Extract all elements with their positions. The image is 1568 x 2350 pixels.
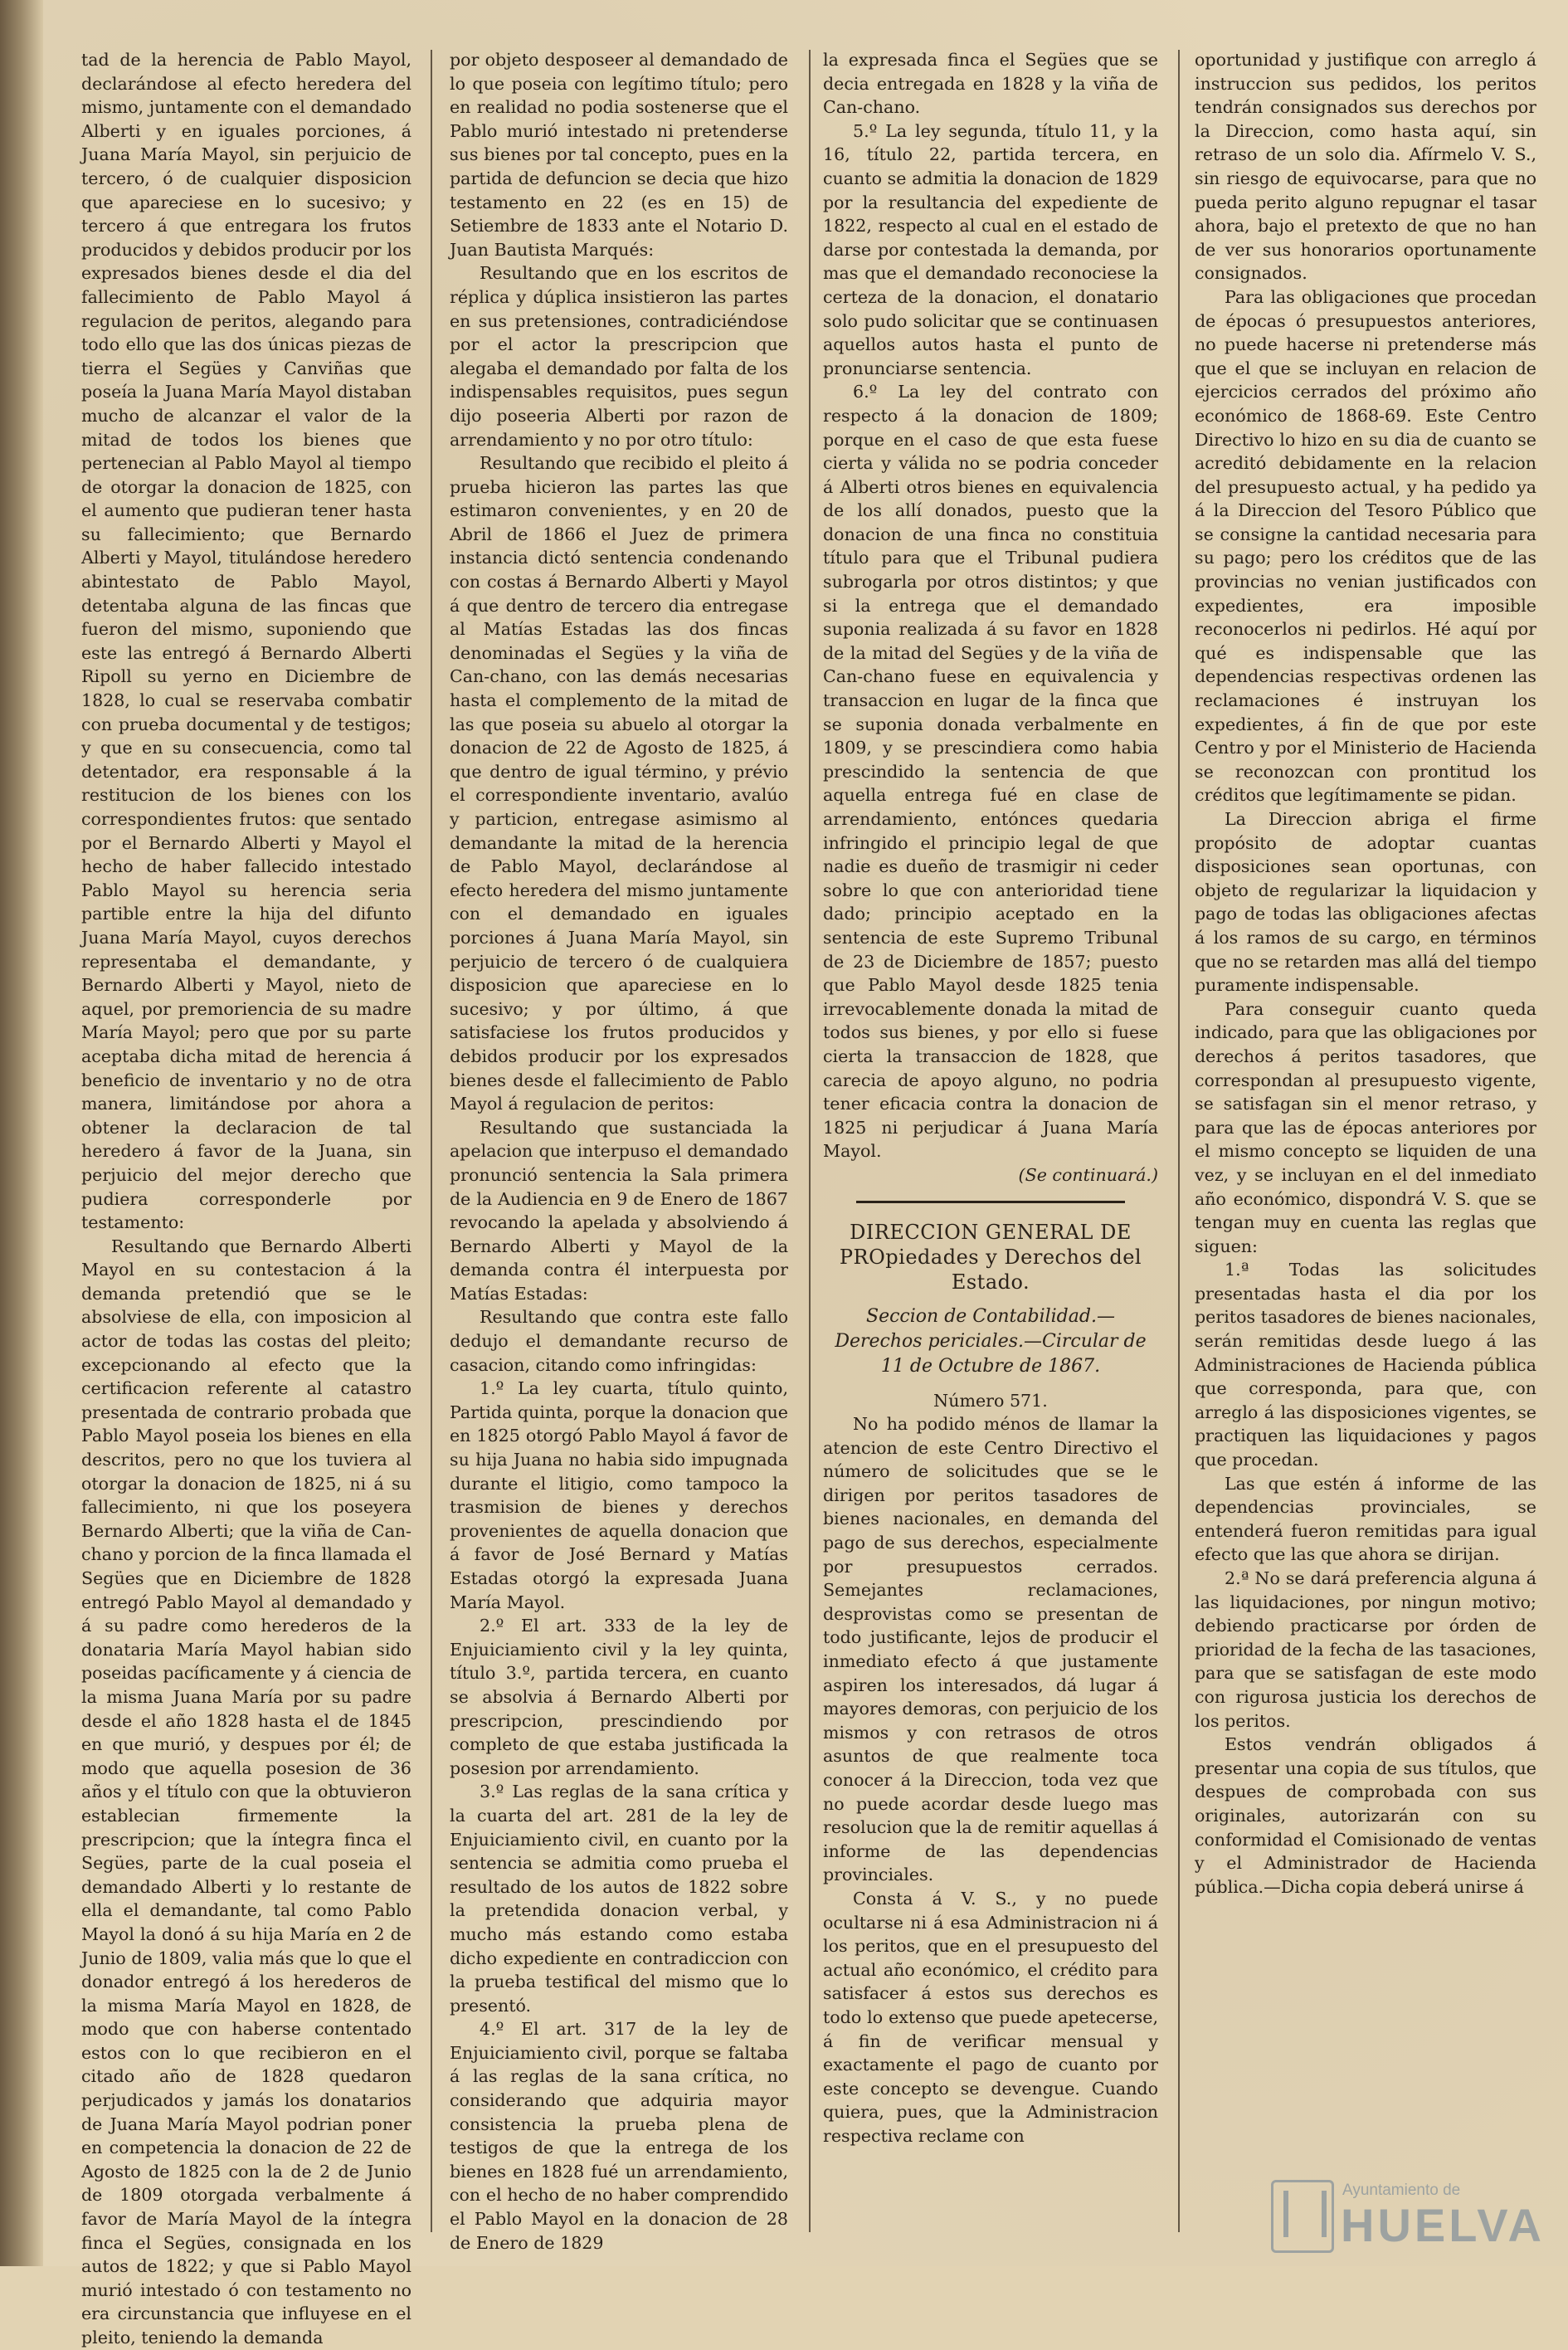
city-shield-icon	[1271, 2180, 1334, 2253]
paragraph: oportunidad y justifique con arreglo á instruccion sus pedidos, los peritos tendrán consignados sus derechos por la Direccion, como hasta aquí, sin retraso de un solo dia. Afírmelo V. S., sin riesgo de equivocarse, para que no pueda perito alguno repugnar el tasar ahora, bajo el pretexto de que no han de ver sus honorarios oportunamente consignados.	[1195, 50, 1536, 284]
section-subheading: Seccion de Contabilidad.—Derechos periciales.—Circular de 11 de Octubre de 1867.	[835, 1305, 1147, 1377]
watermark-line-1: Ayuntamiento de	[1342, 2182, 1461, 2199]
paragraph: Resultando que recibido el pleito á prueba hicieron las partes las que estimaron convenientes, y en 20 de Abril de 1866 el Juez de primera instancia dictó sentencia condenando con costas á Bernardo Alberti y Mayol á que dentro de tercero dia entregase al Matías Estadas las dos fincas denominadas el Segües y la viña de Can-chano, con las demás necesarias hasta el complemento de la mitad de las que poseia su abuelo al otorgar la donacion de 22 de Agosto de 1825, á que dentro de igual término, y prévio el correspondiente inventario, avalúo y particion, entregase asimismo al demandante la mitad de la herencia de Pablo Mayol, declarándose al efecto heredera del mismo juntamente con el demandado en iguales porciones á Juana María Mayol, sin perjuicio de tercero ó de cualquiera disposicion que apareciese en lo sucesivo; y por último, á que satisfaciese los frutos producidos y debidos producir por los expresados bienes desde el fallecimiento de Pablo Mayol á regulacion de peritos:	[450, 453, 788, 1114]
paragraph: Resultando que en los escritos de réplica y dúplica insistieron las partes en sus pretensiones, contradiciéndose por el actor la prescripcion que alegaba el demandado por falta de los indispensables requisitos, pues segun dijo poseeria Alberti por razon de arrendamiento y no por otro título:	[450, 263, 788, 450]
paragraph: Consta á V. S., y no puede ocultarse ni á esa Administracion ni á los peritos, que en el presupuesto del actual año económico, el crédito para satisfacer á estos sus derechos es todo lo extenso que puede apetecerse, á fin de verificar mensual y exactamente el pago de cuanto por este concepto se devengue. Cuando quiera, pues, que la Administracion respectiva reclame con	[823, 1888, 1158, 2146]
spacer	[823, 1294, 1158, 1304]
paragraph: Para las obligaciones que procedan de épocas ó presupuestos anteriores, no puede hacerse ni pretenderse más que el que se incluyan en relacion de ejercicios cerrados del próximo año económico de 1868-69. Este Centro Directivo lo hizo en su dia de cuanto se acreditó debidamente en la relacion del presupuesto actual, y ha pedido ya á la Direccion del Tesoro Público que se consigne la cantidad necesaria para su pago; pero los créditos que de las provincias no venian justificados con expedientes, era imposible reconocerlos ni pedirlos. Hé aquí por qué es indispensable que las dependencias respectivas ordenen las reclamaciones é instruyan los expedientes, á fin de que por este Centro y por el Ministerio de Hacienda se reconozcan con prontitud los créditos que legítimamente se pidan.	[1195, 286, 1536, 806]
paragraph: Resultando que sustanciada la apelacion que interpuso el demandado pronunció sentencia la Sala primera de la Audiencia en 9 de Enero de 1867 revocando la apelada y absolviendo á Bernardo Alberti y Mayol de la demanda contra él interpuesta por Matías Estadas:	[450, 1117, 788, 1304]
column-1	[81, 48, 411, 2348]
section-heading: DIRECCION GENERAL DE PROpiedades y Derechos del Estado.	[839, 1220, 1142, 1294]
paragraph: 5.º La ley segunda, título 11, y la 16, título 22, partida tercera, en cuanto se admitia la donacion de 1829 por la resultancia del expediente de 1822, respecto al cual en el estado de darse por contestada la demanda, por mas que el demandado reconociese la certeza de la donacion, el donatario solo pudo solicitar que se continuasen aquellos autos hasta el punto de pronunciarse sentencia.	[823, 120, 1158, 378]
column-2	[450, 48, 788, 2253]
paragraph: 2.ª No se dará preferencia alguna á las liquidaciones, por ningun motivo; debiendo practicarse por órden de prioridad de la fecha de las tasaciones, para que se satisfagan de este modo con rigurosa justicia los derechos de los peritos.	[1195, 1568, 1536, 1731]
circular-number: Número 571.	[933, 1390, 1048, 1411]
paragraph: por objeto desposeer al demandado de lo que poseia con legítimo título; pero en realidad no podia sostenerse que el Pablo murió intestado ni pretenderse sus bienes por tal concepto, pues en la partida de defuncion se decia que hizo testamento en 22 (es en 15) de Setiembre de 1833 ante el Notario D. Juan Bautista Marqués:	[450, 50, 788, 260]
continuation-note: (Se continuará.)	[1018, 1164, 1158, 1185]
paragraph: Resultando que contra este fallo dedujo el demandante recurso de casacion, citando como infringidas:	[450, 1307, 788, 1375]
paragraph: la expresada finca el Segües que se decia entregada en 1828 y la viña de Can-chano.	[823, 50, 1158, 118]
paragraph: Estos vendrán obligados á presentar una copia de sus títulos, que despues de comprobada con sus originales, autorizarán con su conformidad el Comisionado de ventas y el Administrador de Hacienda pública.—Dicha copia deberá unirse á	[1195, 1734, 1536, 1897]
paragraph: 3.º Las reglas de la sana crítica y la cuarta del art. 281 de la ley de Enjuiciamiento civil, en cuanto por la sentencia se admitia como prueba el resultado de los autos de 1822 sobre la pretendida donacion verbal, y mucho más estando como estaba dicho expediente en contradiccion con la prueba testifical del mismo que lo presentó.	[450, 1782, 788, 2016]
paragraph: 1.ª Todas las solicitudes presentadas hasta el dia por los peritos tasadores de bienes nacionales, serán remitidas desde luego á las Administraciones de Hacienda pública que corresponda, para que, con arreglo á las disposiciones vigentes, se practiquen las liquidaciones y pagos que procedan.	[1195, 1260, 1536, 1470]
section-separator	[856, 1201, 1125, 1203]
column-divider-1	[431, 50, 432, 2232]
paragraph: Las que estén á informe de las dependencias provinciales, se entenderá fueron remitidas para igual efecto que las que ahora se dirijan.	[1195, 1473, 1536, 1565]
archive-watermark	[1271, 2177, 1545, 2251]
watermark-line-2: HUELVA	[1341, 2199, 1545, 2251]
paragraph: 4.º El art. 317 de la ley de Enjuiciamiento civil, porque se faltaba á las reglas de la sana crítica, no considerando que adquiria mayor consistencia la prueba plena de testigos de que la entrega de los bienes en 1828 fué un arrendamiento, con el hecho de no haber comprendido el Pablo Mayol en la donacion de 28 de Enero de 1829	[450, 2019, 788, 2253]
column-divider-2	[809, 50, 811, 2232]
column-3	[823, 48, 1158, 2239]
paragraph: 1.º La ley cuarta, título quinto, Partida quinta, porque la donacion que en 1825 otorgó Pablo Mayol á favor de su hija Juana no habia sido impugnada durante el litigio, como tampoco la trasmision de bienes y derechos provenientes de aquella donacion que á favor de José Bernard y Matías Estadas otorgó la expresada Juana María Mayol.	[450, 1378, 788, 1612]
paragraph: Resultando que Bernardo Alberti Mayol en su contestacion á la demanda pretendió que se le absolviese de ella, con imposicion al actor de todas las costas del pleito; excepcionando al efecto que la certificacion referente al catastro presentada de contrario probada que Pablo Mayol poseia los bienes en ella descritos, pero no que los tuviera al otorgar la donacion de 1825, ni á su fallecimiento, ni que los poseyera Bernardo Alberti; que la viña de Can-chano y porcion de la finca llamada el Segües que en Diciembre de 1828 entregó Pablo Mayol al demandado y á su padre como herederos de la donataria María Mayol habian sido poseidas pacíficamente y á ciencia de la misma Juana María por su padre desde el año 1828 hasta el de 1845 en que murió, y despues por él; de modo que aquella posesion de 36 años y el título con que la obtuvieron establecian firmemente la prescripcion; que la íntegra finca el Segües, parte de la cual poseia el demandado Alberti y lo restante de ella el demandante, tal como Pablo Mayol la donó á su hija María en 2 de Junio de 1809, valia más que lo que el donador entregó á los herederos de la misma María Mayol en 1828, de modo que con haberse contentado estos con lo que recibieron en el citado año de 1828 quedaron perjudicados y jamás los donatarios de Juana María Mayol podrian poner en competencia la donacion de 22 de Agosto de 1825 con la de 2 de Junio de 1809 otorgada verbalmente á favor de María Mayol de la íntegra finca el Segües, consignada en los autos de 1822; y que si Pablo Mayol murió intestado ó con testamento no era circunstancia que influyese en el pleito, teniendo la demanda	[81, 1236, 411, 2348]
binding-edge	[0, 0, 43, 2266]
paragraph: 6.º La ley del contrato con respecto á la donacion de 1809; porque en el caso de que esta fuese cierta y válida no se podria conceder á Alberti otros bienes en equivalencia de los allí donados, puesto que la donacion de una finca no constituia título para que el Tribunal pudiera subrogarla por otros distintos; y que si la entrega que el demandado suponia realizada á su favor en 1828 de la mitad del Segües y de la viña de Can-chano fuese en equivalencia y transaccion en lugar de la finca que se suponia donada verbalmente en 1809, y se prescindiera como habia prescindido la sentencia de que aquella entrega fué en clase de arrendamiento, entónces quedaria infringido el principio legal de que nadie es dueño de trasmigir ni ceder sobre lo que con anterioridad tiene dado; principio aceptado en la sentencia de este Supremo Tribunal de 23 de Diciembre de 1857; puesto que Pablo Mayol desde 1825 tenia irrevocablemente donada la mitad de todos sus bienes, y por ello si fuese cierta la transaccion de 1828, que carecia de apoyo alguno, no podria tener eficacia contra la donacion de 1825 ni perjudicar á Juana María Mayol.	[823, 382, 1158, 1162]
column-divider-3	[1178, 50, 1180, 2232]
paragraph: La Direccion abriga el firme propósito de adoptar cuantas disposiciones sean oportunas, con objeto de regularizar la liquidacion y pago de todas las obligaciones afectas á los ramos de su cargo, en términos que no se retarden mas allá del tiempo puramente indispensable.	[1195, 809, 1536, 996]
spacer	[823, 1379, 1158, 1389]
column-4	[1195, 48, 1536, 2239]
paragraph: 2.º El art. 333 de la ley de Enjuiciamiento civil y la ley quinta, título 3.º, partida tercera, en cuanto se absolvia á Bernardo Alberti por prescripcion, prescindiendo por completo de que estaba justificada la posesion por arrendamiento.	[450, 1616, 788, 1778]
paragraph: Para conseguir cuanto queda indicado, para que las obligaciones por derechos á peritos tasadores, que correspondan al presupuesto vigente, se satisfagan sin el menor retraso, y para que las de épocas anteriores por el mismo concepto se liquiden de una vez, y se incluyan en el del inmediato año económico, dispondrá V. S. que se tengan muy en cuenta las reglas que siguen:	[1195, 998, 1536, 1256]
paragraph: tad de la herencia de Pablo Mayol, declarándose al efecto heredera del mismo, juntamente con el demandado Alberti y en iguales porciones, á Juana María Mayol, sin perjuicio de tercero, ó de cualquier disposicion que apareciese en lo sucesivo; y tercero á que entregara los frutos producidos y debidos producir por los expresados bienes desde el dia del fallecimiento de Pablo Mayol á regulacion de peritos, alegando para todo ello que las dos únicas piezas de tierra el Segües y Canviñas que poseía la Juana María Mayol distaban mucho de alcanzar el valor de la mitad de todos los bienes que pertenecian al Pablo Mayol al tiempo de otorgar la donacion de 1825, con el aumento que pudieran tener hasta su fallecimiento; que Bernardo Alberti y Mayol, titulándose heredero abintestato de Pablo Mayol, detentaba alguna de las fincas que fueron del mismo, suponiendo que este las entregó á Bernardo Alberti Ripoll su yerno en Diciembre de 1828, lo cual se reservaba combatir con prueba documental y de testigos; y que en su consecuencia, como tal detentador, era responsable á la restitucion de los bienes con los correspondientes frutos: que sentado por el Bernardo Alberti y Mayol el hecho de haber fallecido intestado Pablo Mayol su herencia seria partible entre la hija del difunto Juana María Mayol, cuyos derechos representaba el demandante, y Bernardo Alberti y Mayol, nieto de aquel, por premoriencia de su madre María Mayol; pero que por su parte aceptaba dicha mitad de herencia á beneficio de inventario y no de otra manera, limitándose por ahora a obtener la declaracion de tal heredero á favor de la Juana, sin perjuicio del mejor derecho que pudiera corresponderle por testamento:	[81, 50, 411, 1233]
paragraph: No ha podido ménos de llamar la atencion de este Centro Directivo el número de solicitudes que se le dirigen por peritos tasadores de bienes nacionales, en demanda del pago de sus derechos, especialmente por presupuestos cerrados. Semejantes reclamaciones, desprovistas como se presentan de todo justificante, lejos de producir el inmediato efecto á que justamente aspiren los interesados, dá lugar á mayores demoras, con perjuicio de los mismos y con retrasos de otros asuntos de que realmente toca conocer á la Direccion, toda vez que no puede acordar desde luego mas resolucion que la de remitir aquellas á informe de las dependencias provinciales.	[823, 1414, 1158, 1885]
